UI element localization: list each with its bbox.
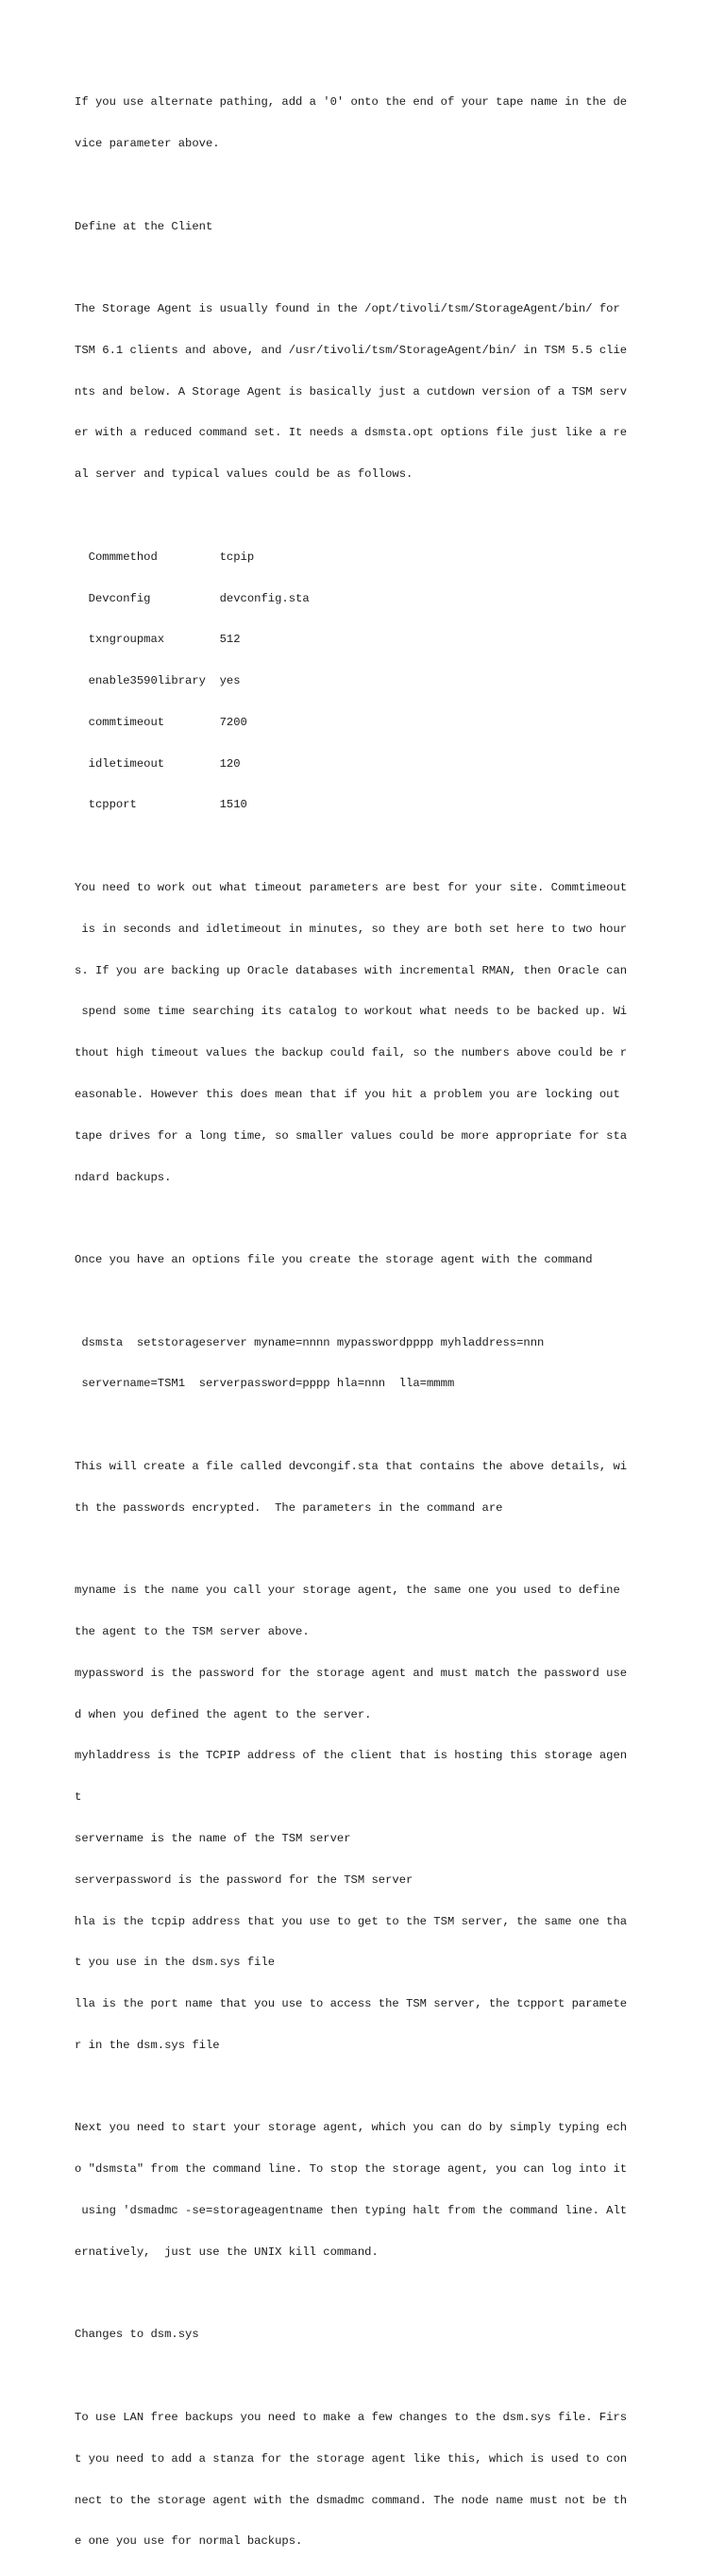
parameter-line: myname is the name you call your storage agent, the same one you used to define [75,1584,620,1598]
paragraph-line: spend some time searching its catalog to workout what needs to be backed up. Wi [75,1005,628,1019]
option-line: enable3590library yes [75,674,241,688]
option-line: commtimeout 7200 [75,715,247,729]
parameter-line: myhladdress is the TCPIP address of the client that is hosting this storage agen [75,1749,628,1763]
section-heading-changes-to-dsm-sys: Changes to dsm.sys [75,2328,199,2342]
paragraph-line: To use LAN free backups you need to make a few changes to the dsm.sys file. Firs [75,2410,628,2424]
paragraph-line: using 'dsmadmc -se=storageagentname then typing halt from the command line. Alt [75,2204,628,2218]
paragraph-line: ndard backups. [75,1170,172,1184]
paragraph-line: vice parameter above. [75,136,220,150]
paragraph-line: ernatively, just use the UNIX kill command. [75,2245,379,2259]
paragraph-line: er with a reduced command set. It needs a dsmsta.opt options file just like a re [75,426,628,440]
paragraph-line: Once you have an options file you create the storage agent with the command [75,1253,593,1267]
paragraph-line: thout high timeout values the backup could fail, so the numbers above could be r [75,1046,628,1060]
paragraph-line: al server and typical values could be as follows. [75,467,413,482]
paragraph-line: o "dsmsta" from the command line. To stop the storage agent, you can log into it [75,2162,628,2177]
paragraph-line: This will create a file called devcongif.sta that contains the above details, wi [75,1459,628,1473]
paragraph-line: Next you need to start your storage agent, which you can do by simply typing ech [75,2121,628,2135]
parameter-line: servername is the name of the TSM server [75,1832,351,1845]
option-line: txngroupmax 512 [75,633,241,647]
section-heading-define-at-client: Define at the Client [75,219,213,233]
option-line: idletimeout 120 [75,756,241,771]
option-line: Devconfig devconfig.sta [75,591,310,605]
paragraph-line: nect to the storage agent with the dsmadmc command. The node name must not be th [75,2493,628,2507]
parameter-line: lla is the port name that you use to access the TSM server, the tcpport paramete [75,1997,628,2011]
paragraph-line: th the passwords encrypted. The parameters in the command are [75,1500,503,1515]
paragraph-line: tape drives for a long time, so smaller values could be more appropriate for sta [75,1128,628,1143]
parameter-line: t [75,1790,82,1805]
paragraph-line: You need to work out what timeout parameters are best for your site. Commtimeout [75,881,628,895]
parameter-line: r in the dsm.sys file [75,2038,220,2052]
paragraph-line: is in seconds and idletimeout in minutes, so they are both set here to two hour [75,922,628,936]
parameter-line: the agent to the TSM server above. [75,1625,310,1639]
paragraph-line: t you need to add a stanza for the storage agent like this, which is used to con [75,2451,628,2466]
paragraph-line: The Storage Agent is usually found in the /opt/tivoli/tsm/StorageAgent/bin/ for [75,302,620,316]
paragraph-line: s. If you are backing up Oracle databases with incremental RMAN, then Oracle can [75,963,628,977]
option-line: Commmethod tcpip [75,550,255,564]
paragraph-line: If you use alternate pathing, add a '0' onto the end of your tape name in the de [75,95,628,110]
document-body [75,68,660,2576]
paragraph-line: easonable. However this does mean that if you hit a problem you are locking out [75,1087,620,1101]
paragraph-line: e one you use for normal backups. [75,2534,303,2549]
paragraph-line: nts and below. A Storage Agent is basically just a cutdown version of a TSM serv [75,384,628,398]
parameter-line: d when you defined the agent to the server. [75,1707,372,1721]
option-line: tcpport 1510 [75,798,247,812]
command-line: dsmsta setstorageserver myname=nnnn mypasswordpppp myhladdress=nnn [75,1335,545,1349]
parameter-line: t you use in the dsm.sys file [75,1956,276,1970]
paragraph-line: TSM 6.1 clients and above, and /usr/tivoli/tsm/StorageAgent/bin/ in TSM 5.5 clie [75,343,628,357]
command-line: servername=TSM1 serverpassword=pppp hla=nnn lla=mmmm [75,1377,455,1391]
parameter-line: hla is the tcpip address that you use to get to the TSM server, the same one tha [75,1914,628,1928]
parameter-line: serverpassword is the password for the TSM server [75,1873,413,1887]
parameter-line: mypassword is the password for the storage agent and must match the password use [75,1666,628,1680]
